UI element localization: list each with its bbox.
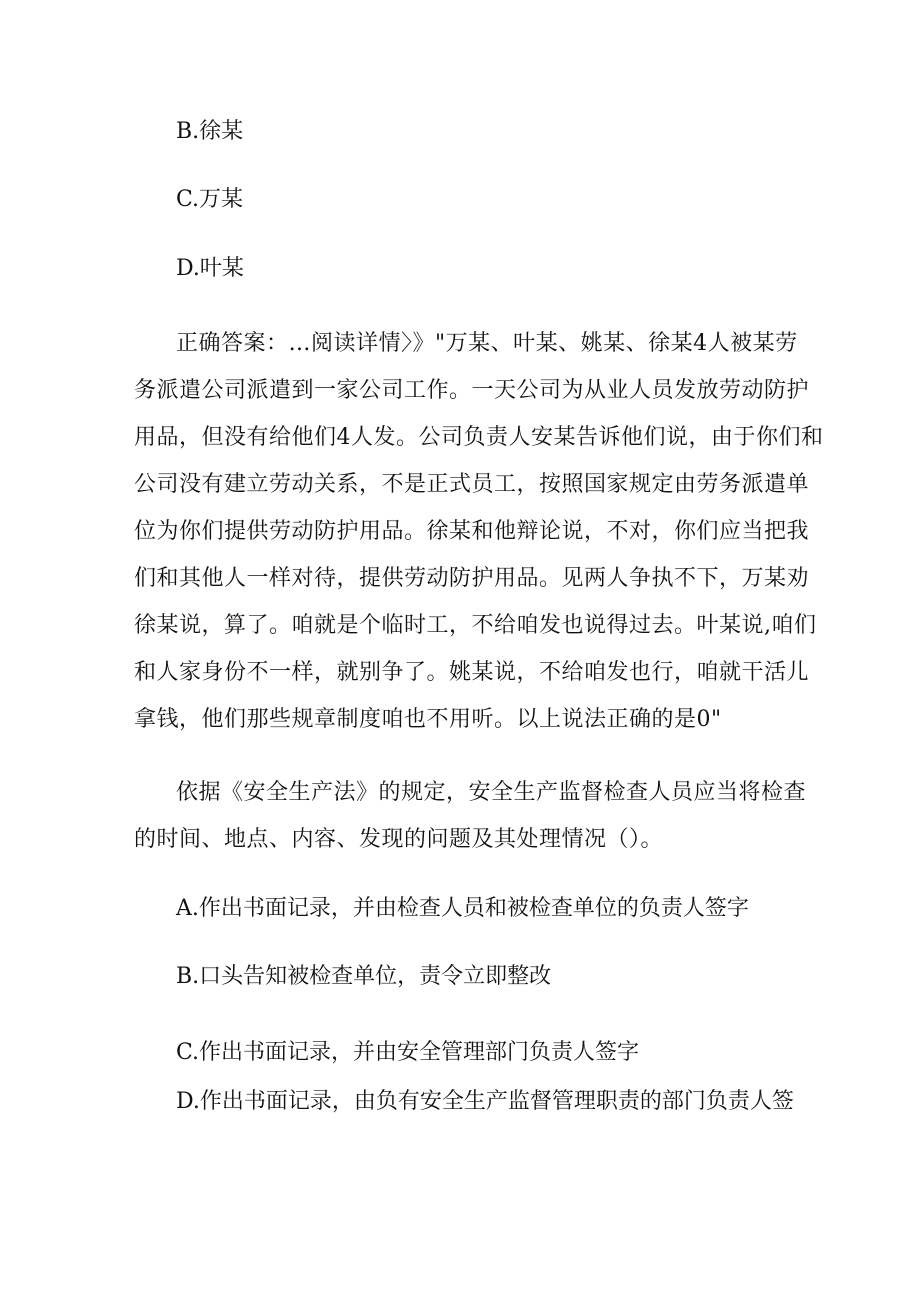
stem-line: 的时间、地点、内容、发现的问题及其处理情况（）。: [134, 827, 664, 852]
option-d-ye: D.叶某: [176, 256, 244, 281]
option-b: B.口头告知被检查单位，责令立即整改: [176, 964, 552, 989]
option-d: D.作出书面记录，由负有安全生产监督管理职责的部门负责人签: [176, 1089, 794, 1114]
answer-line: 和人家身份不一样，就别争了。姚某说，不给咱发也行，咱就干活儿: [134, 660, 810, 685]
answer-line: 务派遣公司派遣到一家公司工作。一天公司为从业人员发放劳动防护: [134, 378, 810, 403]
answer-line: 们和其他人一样对待，提供劳动防护用品。见两人争执不下，万某劝: [134, 566, 810, 591]
option-b-xu: B.徐某: [176, 119, 244, 144]
option-a: A.作出书面记录，并由检查人员和被检查单位的负责人签字: [176, 896, 749, 921]
answer-line: 公司没有建立劳动关系，不是正式员工，按照国家规定由劳务派遣单: [134, 472, 810, 497]
answer-line: 正确答案：…阅读详情〉》"万某、叶某、姚某、徐某4人被某劳: [176, 331, 798, 356]
answer-paragraph: [134, 320, 824, 743]
answer-line: 用品，但没有给他们4人发。公司负责人安某告诉他们说，由于你们和: [134, 425, 824, 450]
answer-line: 徐某说，算了。咱就是个临时工，不给咱发也说得过去。叶某说,咱们: [134, 613, 817, 638]
question-stem: [134, 769, 807, 863]
stem-line: 依据《安全生产法》的规定，安全生产监督检查人员应当将检查: [176, 780, 807, 805]
option-c-wan: C.万某: [176, 187, 244, 212]
answer-line: 拿钱，他们那些规章制度咱也不用听。以上说法正确的是0": [134, 707, 722, 732]
answer-line: 位为你们提供劳动防护用品。徐某和他辩论说，不对，你们应当把我: [134, 519, 810, 544]
option-c: C.作出书面记录，并由安全管理部门负责人签字: [176, 1040, 640, 1065]
